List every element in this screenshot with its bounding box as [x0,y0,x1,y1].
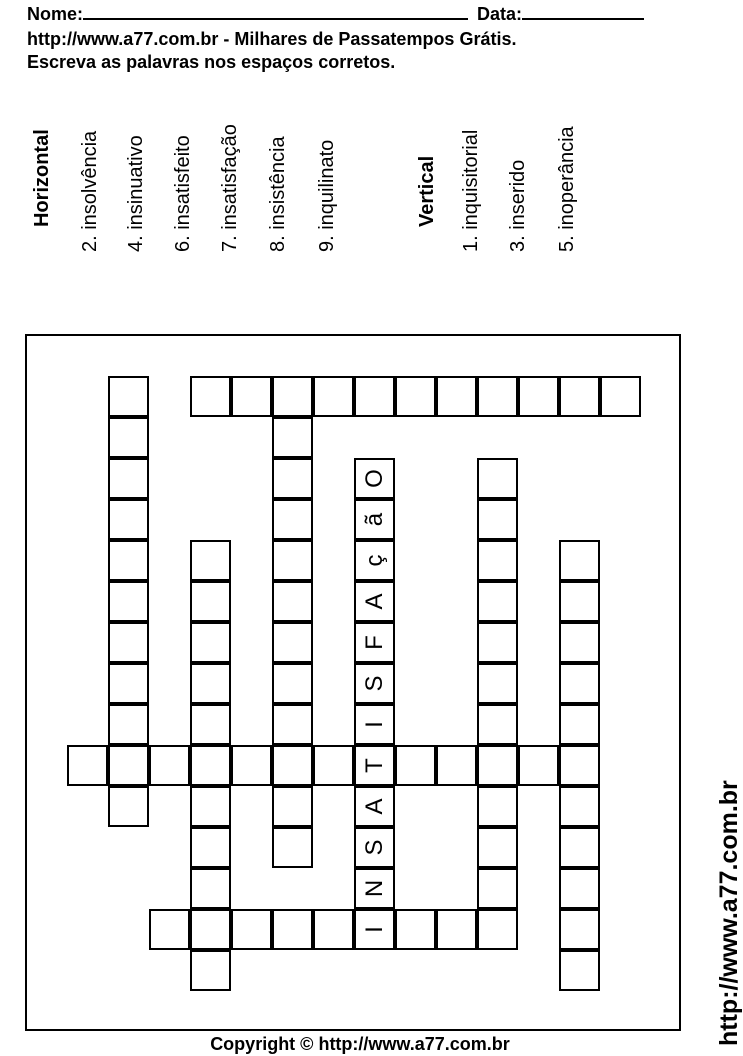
crossword-cell[interactable] [477,663,518,704]
crossword-cell[interactable] [190,581,231,622]
crossword-cell[interactable] [190,663,231,704]
filled-letter: I [360,721,388,728]
crossword-cell[interactable] [477,745,518,786]
crossword-cell[interactable] [436,745,477,786]
crossword-cell[interactable] [313,909,354,950]
filled-letter: ã [360,512,388,527]
filled-letter: S [360,839,388,856]
crossword-cell[interactable] [108,458,149,499]
crossword-cell[interactable] [477,581,518,622]
site-line: http://www.a77.com.br - Milhares de Passatempos Grátis. [27,29,517,49]
crossword-cell[interactable] [477,376,518,417]
filled-letter: I [360,926,388,933]
date-label: Data: [477,4,523,24]
crossword-cell[interactable] [477,786,518,827]
crossword-cell[interactable] [559,581,600,622]
crossword-cell[interactable] [559,786,600,827]
crossword-cell[interactable] [190,745,231,786]
crossword-cell[interactable] [395,909,436,950]
vertical-clue: 3. inserido [507,159,529,252]
filled-letter: F [360,635,388,650]
crossword-cell[interactable] [149,745,190,786]
vertical-clue: 5. inoperância [556,126,578,252]
crossword-cell[interactable] [67,745,108,786]
horizontal-clue: 6. insatisfeito [172,135,194,252]
crossword-cell[interactable] [272,704,313,745]
crossword-cell[interactable] [477,704,518,745]
crossword-cell[interactable] [436,909,477,950]
filled-letter: A [360,798,388,815]
side-url: http://www.a77.com.br [715,780,743,1046]
instructions: Escreva as palavras nos espaços corretos. [27,52,396,72]
crossword-cell[interactable] [313,376,354,417]
crossword-cell[interactable] [108,376,149,417]
crossword-cell[interactable] [559,827,600,868]
vertical-clue: 1. inquisitorial [460,129,482,252]
crossword-cell[interactable] [190,540,231,581]
crossword-cell[interactable] [395,376,436,417]
crossword-cell[interactable] [272,417,313,458]
crossword-cell[interactable] [600,376,641,417]
crossword-cell[interactable] [190,376,231,417]
crossword-cell[interactable] [559,663,600,704]
crossword-cell[interactable] [190,868,231,909]
crossword-cell[interactable] [190,704,231,745]
horizontal-clue: 9. inquilinato [316,139,338,252]
filled-letter: T [360,758,388,773]
crossword-cell[interactable] [108,663,149,704]
crossword-cell[interactable] [559,704,600,745]
horizontal-clue: 7. insatisfação [219,124,241,252]
name-label: Nome: [27,4,84,24]
horizontal-title: Horizontal [31,129,53,227]
crossword-cell[interactable] [108,704,149,745]
footer-copyright: Copyright © http://www.a77.com.br [210,1034,510,1054]
crossword-cell[interactable] [190,622,231,663]
crossword-cell[interactable] [272,540,313,581]
horizontal-clue: 4. insinuativo [125,135,147,252]
crossword-cell[interactable] [231,745,272,786]
crossword-cell[interactable] [395,745,436,786]
crossword-cell[interactable] [477,827,518,868]
crossword-cell[interactable] [190,909,231,950]
crossword-cell[interactable] [477,909,518,950]
crossword-cell[interactable] [272,663,313,704]
filled-letter: S [360,675,388,692]
crossword-cell[interactable] [518,376,559,417]
filled-letter: ç [360,554,388,567]
crossword-cell[interactable] [149,909,190,950]
crossword-cell[interactable] [108,622,149,663]
crossword-cell[interactable] [477,499,518,540]
crossword-cell[interactable] [559,376,600,417]
crossword-cell[interactable] [190,786,231,827]
crossword-cell[interactable] [559,622,600,663]
filled-letter: O [360,469,388,488]
crossword-cell[interactable] [272,786,313,827]
crossword-cell[interactable] [477,868,518,909]
crossword-cell[interactable] [272,745,313,786]
crossword-cell[interactable] [108,499,149,540]
crossword-cell[interactable] [272,499,313,540]
crossword-cell[interactable] [231,909,272,950]
crossword-cell[interactable] [559,950,600,991]
crossword-cell[interactable] [477,540,518,581]
crossword-cell[interactable] [108,581,149,622]
crossword-cell[interactable] [313,745,354,786]
crossword-cell[interactable] [272,376,313,417]
filled-letter: A [360,593,388,610]
crossword-cell[interactable] [231,376,272,417]
crossword-cell[interactable] [559,868,600,909]
crossword-cell[interactable] [190,950,231,991]
crossword-cell[interactable] [190,827,231,868]
crossword-cell[interactable] [518,745,559,786]
crossword-cell[interactable] [272,827,313,868]
crossword-cell[interactable] [436,376,477,417]
crossword-cell[interactable] [108,786,149,827]
crossword-cell[interactable] [559,909,600,950]
crossword-cell[interactable] [477,458,518,499]
crossword-cell[interactable] [108,745,149,786]
crossword-cell[interactable] [354,376,395,417]
crossword-cell[interactable] [272,909,313,950]
crossword-cell[interactable] [477,622,518,663]
vertical-title: Vertical [416,155,438,227]
crossword-cell[interactable] [559,540,600,581]
crossword-cell[interactable] [108,417,149,458]
crossword-cell[interactable] [108,540,149,581]
crossword-cell[interactable] [272,622,313,663]
crossword-cell[interactable] [272,458,313,499]
crossword-cell[interactable] [272,581,313,622]
crossword-cell[interactable] [559,745,600,786]
horizontal-clue: 8. insistência [267,136,289,252]
horizontal-clue: 2. insolvência [79,130,101,252]
filled-letter: N [360,879,388,898]
